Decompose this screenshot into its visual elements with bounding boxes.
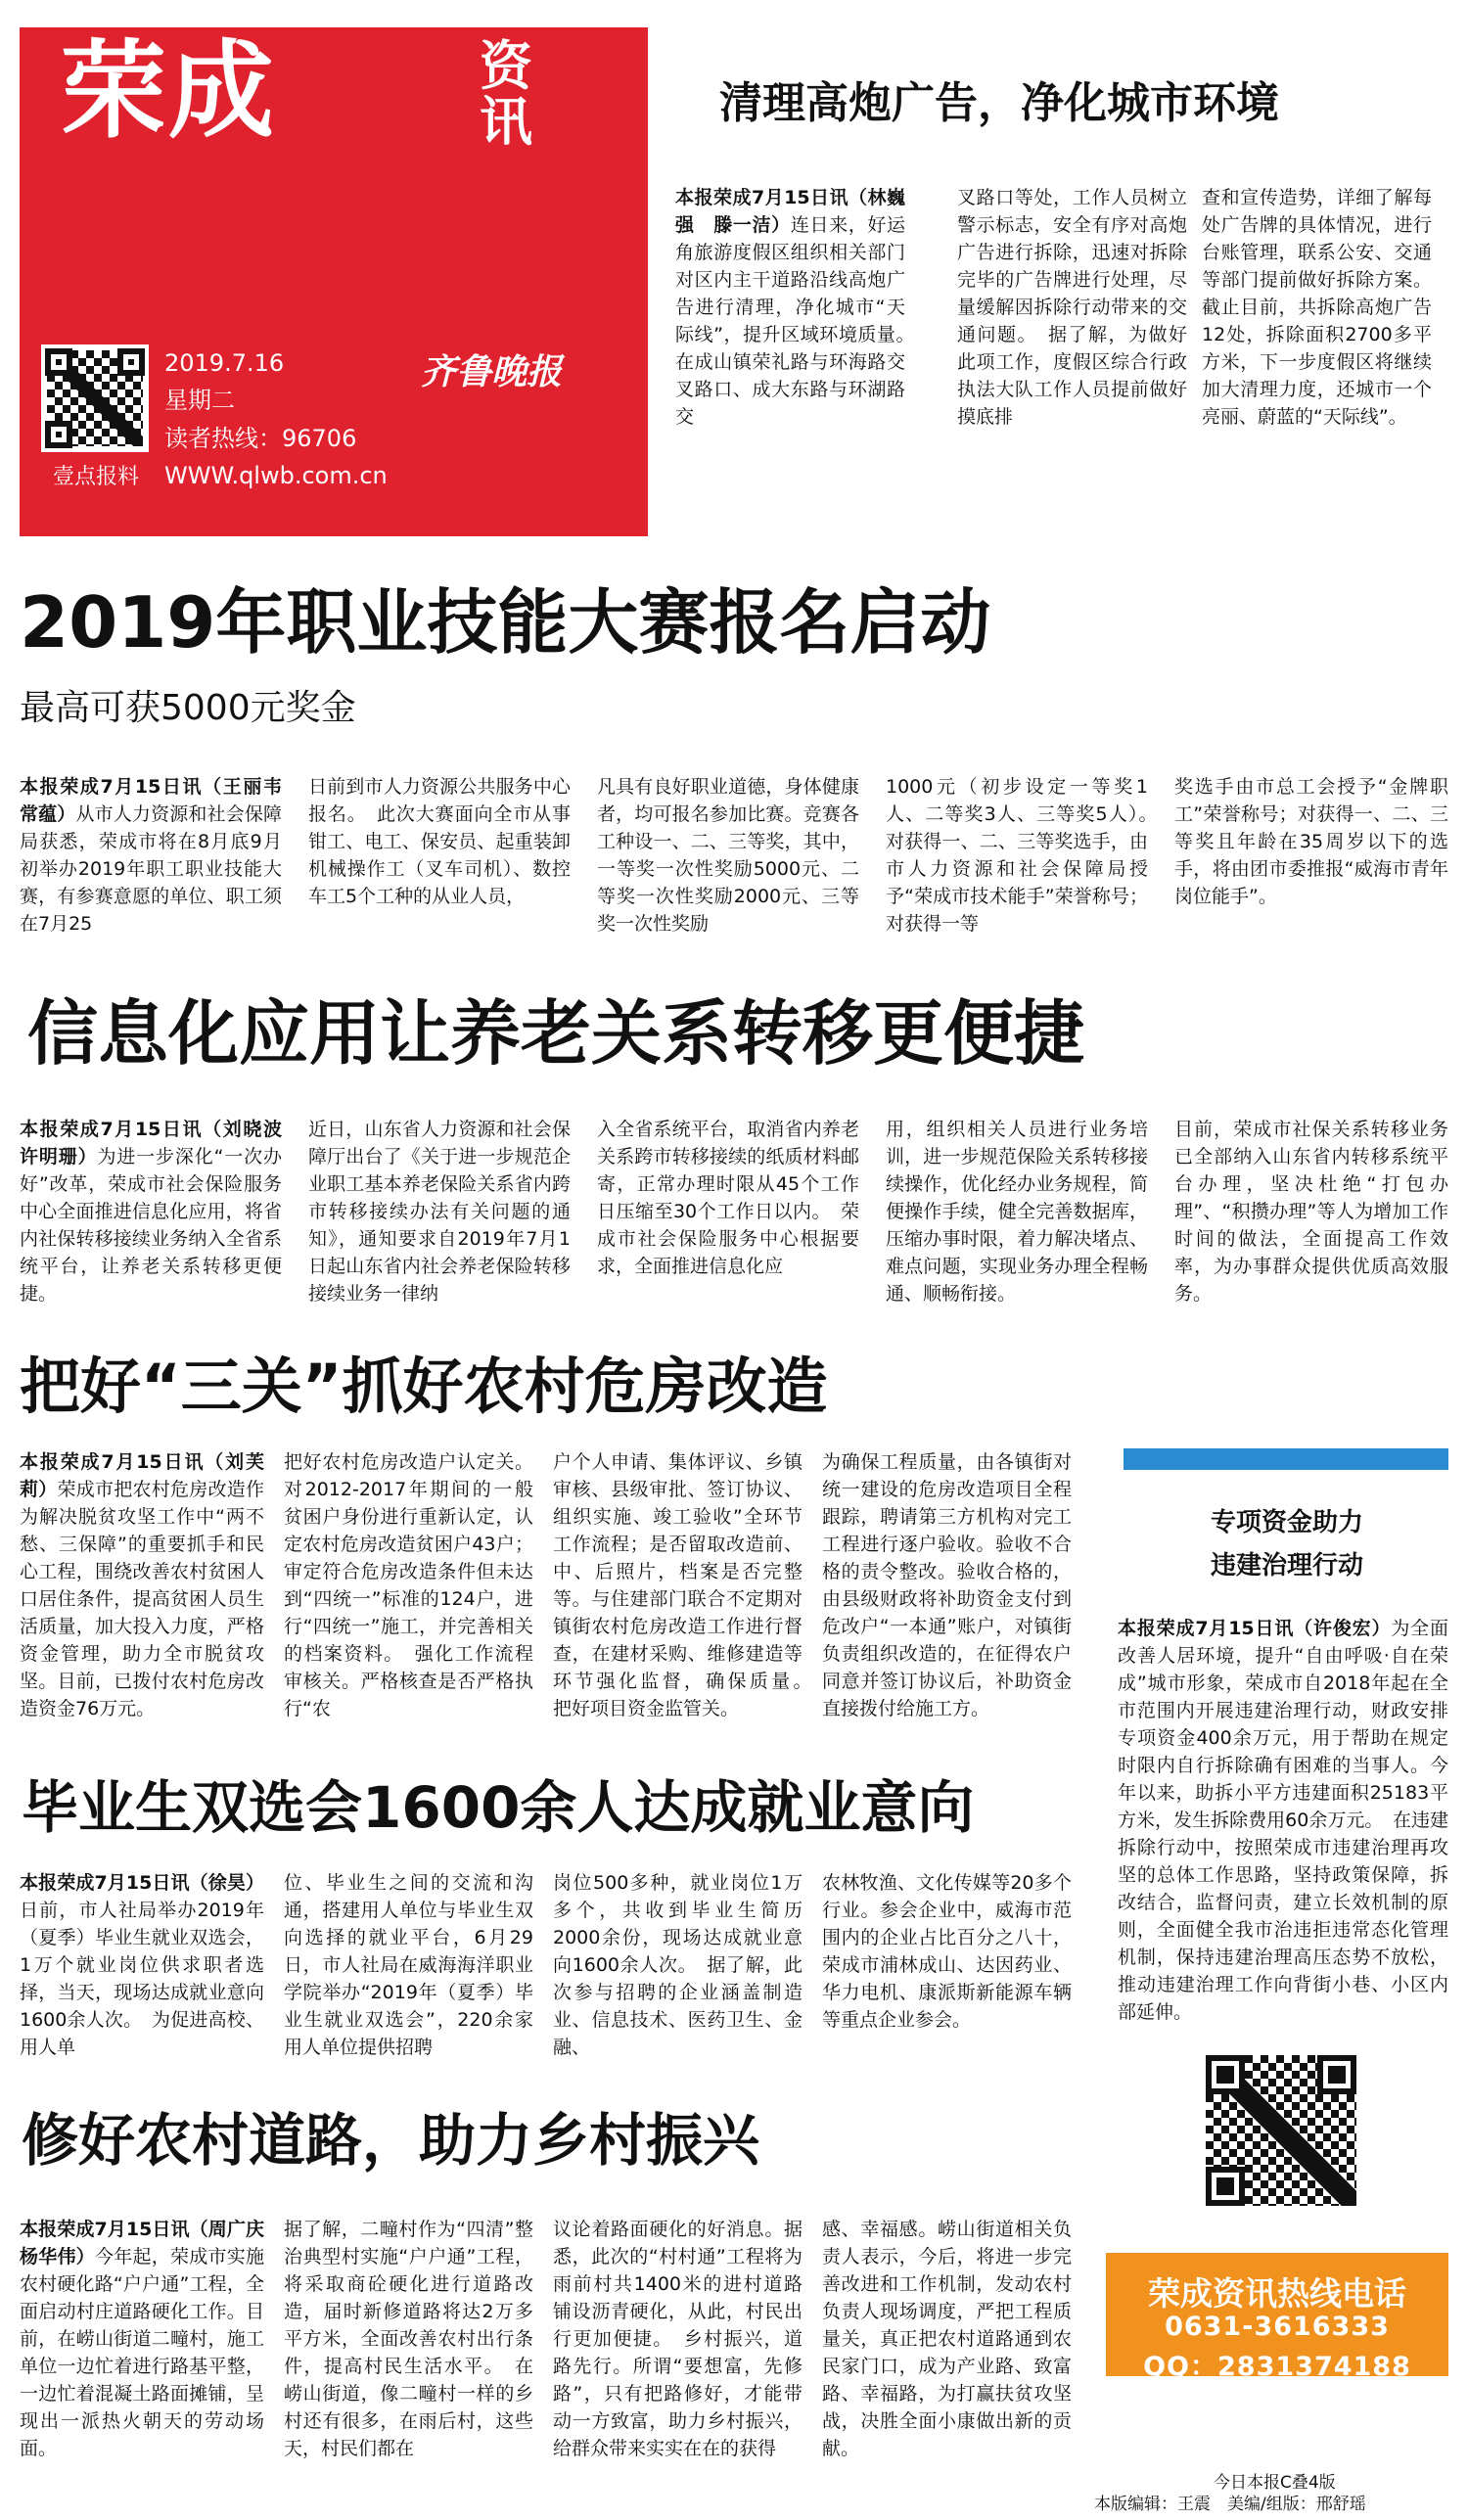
article-2-column-3: 凡具有良好职业道德，身体健康者，均可报名参加比赛。竞赛各工种设一、二、三等奖，其中，一等奖一次性奖励5000元、二等奖一次性奖励2000元、三等奖一次性奖励 [597,776,859,935]
sidebar-body: 本报荣成7月15日讯（许俊宏）为全面改善人居环境，提升“自由呼吸·自在荣成”城市形象，荣成市自2018年起在全市范围内开展违建治理行动，财政安排专项资金400余万元，用于帮助在规定时限内自行拆除确有困难的当事人。今年以来，助拆小平方违建面积25183平方米，发生拆除费用60余万元。 在违建拆除行动中，按照荣成市违建治理再攻坚的总体工作思路，坚持政策保障，拆改结合，监督问责，建立长效机制的原则，全面健全我市治违拒违常态化管理机制，保持违建治理高压态势不放松，推动违建治理工作向背街小巷、小区内部延伸。 [1118,1618,1448,2023]
article-6-headline: 修好农村道路，助力乡村振兴 [22,2107,760,2174]
article-6-column-3: 议论着路面硬化的好消息。据悉，此次的“村村通”工程将为雨前村共1400米的进村道路铺设沥青硬化，从此，村民出行更加便捷。 乡村振兴，道路先行。所谓“要想富，先修路”，只有把路修好，才能带动一方致富，助力乡村振兴，给群众带来实实在在的获得 [553,2219,803,2459]
article-4-headline: 把好“三关”抓好农村危房改造 [20,1351,828,1422]
masthead-title: 荣成 [61,30,277,153]
hotline-title: 荣成资讯热线电话 [1148,2274,1406,2313]
masthead-date: 2019.7.16 [164,349,285,377]
hotline-qq[interactable]: QQ：2831374188 [1143,2352,1411,2382]
article-3-column-3: 入全省系统平台，取消省内养老关系跨市转移接续的纸质材料邮寄，正常办理时限从45个工作日压缩至30个工作日以内。 荣成市社会保险服务中心根据要求，全面推进信息化应 [597,1119,859,1277]
sidebar-qr-code[interactable] [1196,2045,1366,2216]
article-6-column-4: 感、幸福感。崂山街道相关负责人表示，今后，将进一步完善改进和工作机制，发动农村负责人现场调度，严把工程质量关，真正把农村道路通到农民家门口，成为产业路、致富路、幸福路，为打赢扶贫攻坚战，决胜全面小康做出新的贡献。 [822,2219,1072,2459]
article-5-column-3: 岗位500多种，就业岗位1万多个，共收到毕业生简历2000余份，现场达成就业意向1600余人次。 据了解，此次参与招聘的企业涵盖制造业、信息技术、医药卫生、金融、 [553,1872,803,2058]
masthead-website[interactable]: WWW.qlwb.com.cn [164,462,388,490]
article-3-column-5: 目前，荣成市社保关系转移业务已全部纳入山东省内转移系统平台办理，坚决杜绝“打包办理”、“积攒办理”等人为增加工作时间的做法，全面提高工作效率，为办事群众提供优质高效服务。 [1174,1119,1448,1305]
sidebar-title: 专项资金助力 违建治理行动 [1210,1508,1363,1581]
article-1-column-1: 本报荣成7月15日讯（林巍强 滕一洁）连日来，好运角旅游度假区组织相关部门对区内主干道路沿线高炮广告进行清理，净化城市“天际线”，提升区域环境质量。 在成山镇荣礼路与环海路交叉路口、成大东路与环湖路交 [675,187,925,428]
footer-editors: 本版编辑：王震 美编/组版：邢舒瑶 [1094,2495,1366,2514]
brand-logo: 齐鲁晚报 [421,351,563,392]
article-4-column-3: 户个人申请、集体评议、乡镇审核、县级审批、签订协议、组织实施、竣工验收”全环节工作流程；是否留取改造前、中、后照片，档案是否完整等。与住建部门联合不定期对镇街农村危房改造工作进行督查，在建材采购、维修建造等环节强化监督，确保质量。 把好项目资金监管关。 [553,1451,822,1719]
masthead-info [164,344,388,495]
article-2-column-2: 日前到市人力资源公共服务中心报名。 此次大赛面向全市从事钳工、电工、保安员、起重装卸机械操作工（叉车司机）、数控车工5个工种的从业人员， [308,776,571,907]
hotline-phone[interactable]: 0631-3616333 [1165,2312,1390,2342]
masthead-title-side: 资讯 [480,35,532,153]
article-5-column-4: 农林牧渔、文化传媒等20多个行业。参会企业中，威海市范围内的企业占比百分之八十，荣成市浦林成山、达因药业、华力电机、康派斯新能源车辆等重点企业参会。 [822,1872,1072,2031]
article-4-column-4: 为确保工程质量，由各镇街对统一建设的危房改造项目全程跟踪，聘请第三方机构对完工工程进行逐户验收。验收不合格的责令整改。验收合格的，由县级财政将补助资金支付到危改户“一本通”账户，对镇街负责组织改造的，在征得农户同意并签订协议后，补助资金直接拨付给施工方。 [822,1451,1072,1719]
article-5-headline: 毕业生双选会1600余人达成就业意向 [22,1774,975,1841]
article-2-column-4: 1000元（初步设定一等奖1人、二等奖3人、三等奖5人）。 对获得一、二、三等奖选手，由市人力资源和社会保障局授予“荣成市技术能手”荣誉称号；对获得一等 [886,776,1168,935]
article-2-headline: 2019年职业技能大赛报名启动 [20,581,991,664]
article-3-column-1: 本报荣成7月15日讯（刘晓波 许明珊）为进一步深化“一次办好”改革，荣成市社会保险服务中心全面推进信息化应用，将省内社保转移接续业务纳入全省系统平台，让养老关系转移更便捷。 [20,1119,301,1305]
article-5-column-2: 位、毕业生之间的交流和沟通，搭建用人单位与毕业生双向选择的就业平台，6月29日，市人社局在威海海洋职业学院举办“2019年（夏季）毕业生就业双选会”，220余家用人单位提供招聘 [284,1872,533,2058]
article-1-column-3: 查和宣传造势，详细了解每处广告牌的具体情况，进行台账管理，联系公安、交通等部门提前做好拆除方案。截止目前，共拆除高炮广告12处，拆除面积2700多平方米，下一步度假区将继续加大清理力度，还城市一个亮丽、蔚蓝的“天际线”。 [1202,187,1432,428]
article-3-column-2: 近日，山东省人力资源和社会保障厅出台了《关于进一步规范企业职工基本养老保险关系省内跨市转移接续办法有关问题的通知》，通知要求自2019年7月1日起山东省内社会养老保险转移接续业务一律纳 [308,1119,571,1305]
article-3-headline: 信息化应用让养老关系转移更便捷 [27,992,1085,1075]
article-1-headline: 清理高炮广告，净化城市环境 [719,78,1279,128]
qr-caption: 壹点报料 [52,465,139,489]
masthead-hotline: 读者热线：96706 [164,424,357,452]
article-6-column-1: 本报荣成7月15日讯（周广庆 杨华伟）今年起，荣成市实施农村硬化路“户户通”工程，全面启动村庄道路硬化工作。目前，在崂山街道二疃村，施工单位一边忙着进行路基平整，一边忙着混凝土路面摊铺，呈现出一派热火朝天的劳动场面。 [20,2219,284,2459]
article-2-column-5: 奖选手由市总工会授予“金牌职工”荣誉称号；对获得一、二、三等奖且年龄在35周岁以下的选手，将由团市委推报“威海市青年岗位能手”。 [1174,776,1448,907]
footer-pages: 今日本报C叠4版 [1214,2473,1336,2493]
article-2-column-1: 本报荣成7月15日讯（王丽韦 常蕴）从市人力资源和社会保障局获悉，荣成市将在8月底9月初举办2019年职工职业技能大赛，有参赛意愿的单位、职工须在7月25 [20,776,301,935]
article-2-subhead: 最高可获5000元奖金 [20,688,356,728]
article-4-column-1: 本报荣成7月15日讯（刘芙莉）荣成市把农村危房改造作为解决脱贫攻坚工作中“两不愁、三保障”的重要抓手和民心工程，围绕改善农村贫困人口居住条件，提高贫困人员生活质量，加大投入力度，严格资金管理，助力全市脱贫攻坚。目前，已拨付农村危房改造资金76万元。 [20,1451,264,1719]
article-6-column-2: 据了解，二疃村作为“四清”整治典型村实施“户户通”工程，将采取商砼硬化进行道路改造，届时新修道路将达2万多平方米，全面改善农村出行条件，提高村民生活水平。 在崂山街道，像二疃村一样的乡村还有很多，在雨后村，这些天，村民们都在 [284,2219,533,2459]
article-4-column-2: 把好农村危房改造户认定关。对2012-2017年期间的一般贫困户身份进行重新认定，认定农村危房改造贫困户43户；审定符合危房改造条件但未达到“四统一”标准的124户，进行“四统一”施工，并完善相关的档案资料。 强化工作流程审核关。严格核查是否严格执行“农 [284,1451,533,1719]
article-3-column-4: 用，组织相关人员进行业务培训，进一步规范保险关系转移接续操作，优化经办业务规程，简便操作手续，健全完善数据库，压缩办事时限，着力解决堵点、难点问题，实现业务办理全程畅通、顺畅衔接。 [886,1119,1148,1305]
article-5-column-1: 本报荣成7月15日讯（徐昊）日前，市人社局举办2019年（夏季）毕业生就业双选会，1万个就业岗位供求职者选择，当天，现场达成就业意向1600余人次。 为促进高校、用人单 [20,1872,264,2058]
masthead-qr-code[interactable] [41,344,149,452]
masthead-weekday: 星期二 [164,387,235,415]
article-1-column-2: 叉路口等处，工作人员树立警示标志，安全有序对高炮广告进行拆除，迅速对拆除完毕的广告牌进行处理，尽量缓解因拆除行动带来的交通问题。 据了解，为做好此项工作，度假区综合行政执法大队工作人员提前做好摸底排 [957,187,1187,428]
sidebar-accent-bar [1124,1448,1448,1470]
